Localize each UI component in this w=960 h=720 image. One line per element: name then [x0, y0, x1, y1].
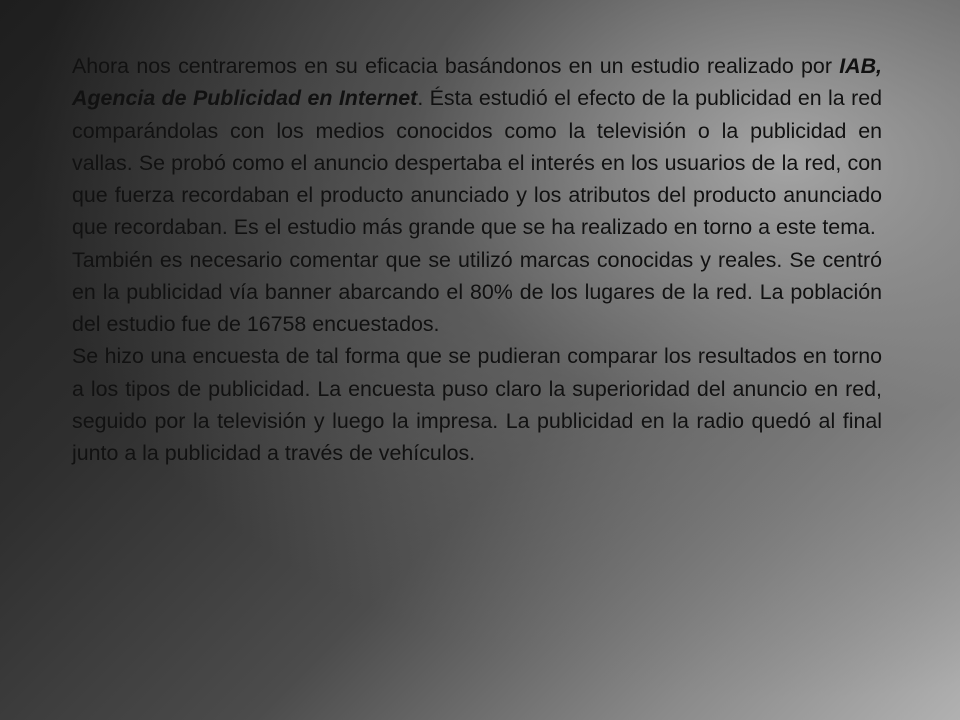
paragraph-iab-study [72, 50, 882, 244]
iab-agency-name: IAB, Agencia de Publicidad en Internet [72, 54, 882, 111]
paragraph-study-brands: También es necesario comentar que se utilizó marcas conocidas y reales. Se centró en la publicidad vía banner abarcando el 80% de los lugares de la red. La población del estudio fue de 16758 encuestados. [72, 247, 882, 336]
slide-body-text [72, 50, 882, 469]
paragraph-iab-study-rest: . Ésta estudió el efecto de la publicidad en la red comparándolas con los medios conocidos como la televisión o la publicidad en vallas. Se probó como el anuncio despertaba el interés en los usuarios de la red, con que fuerza recordaban el producto anunciado y los atributos del producto anunciado que recordaban. Es el estudio más grande que se ha realizado en torno a este tema. [72, 86, 883, 240]
paragraph-iab-study-intro: Ahora nos centraremos en su eficacia basándonos en un estudio realizado por [72, 54, 840, 78]
paragraph-survey-results: Se hizo una encuesta de tal forma que se pudieran comparar los resultados en torno a los tipos de publicidad. La encuesta puso claro la superioridad del anuncio en red, seguido por la televisión y luego la impresa. La publicidad en la radio quedó al final junto a la publicidad a través de vehículos. [72, 344, 882, 465]
